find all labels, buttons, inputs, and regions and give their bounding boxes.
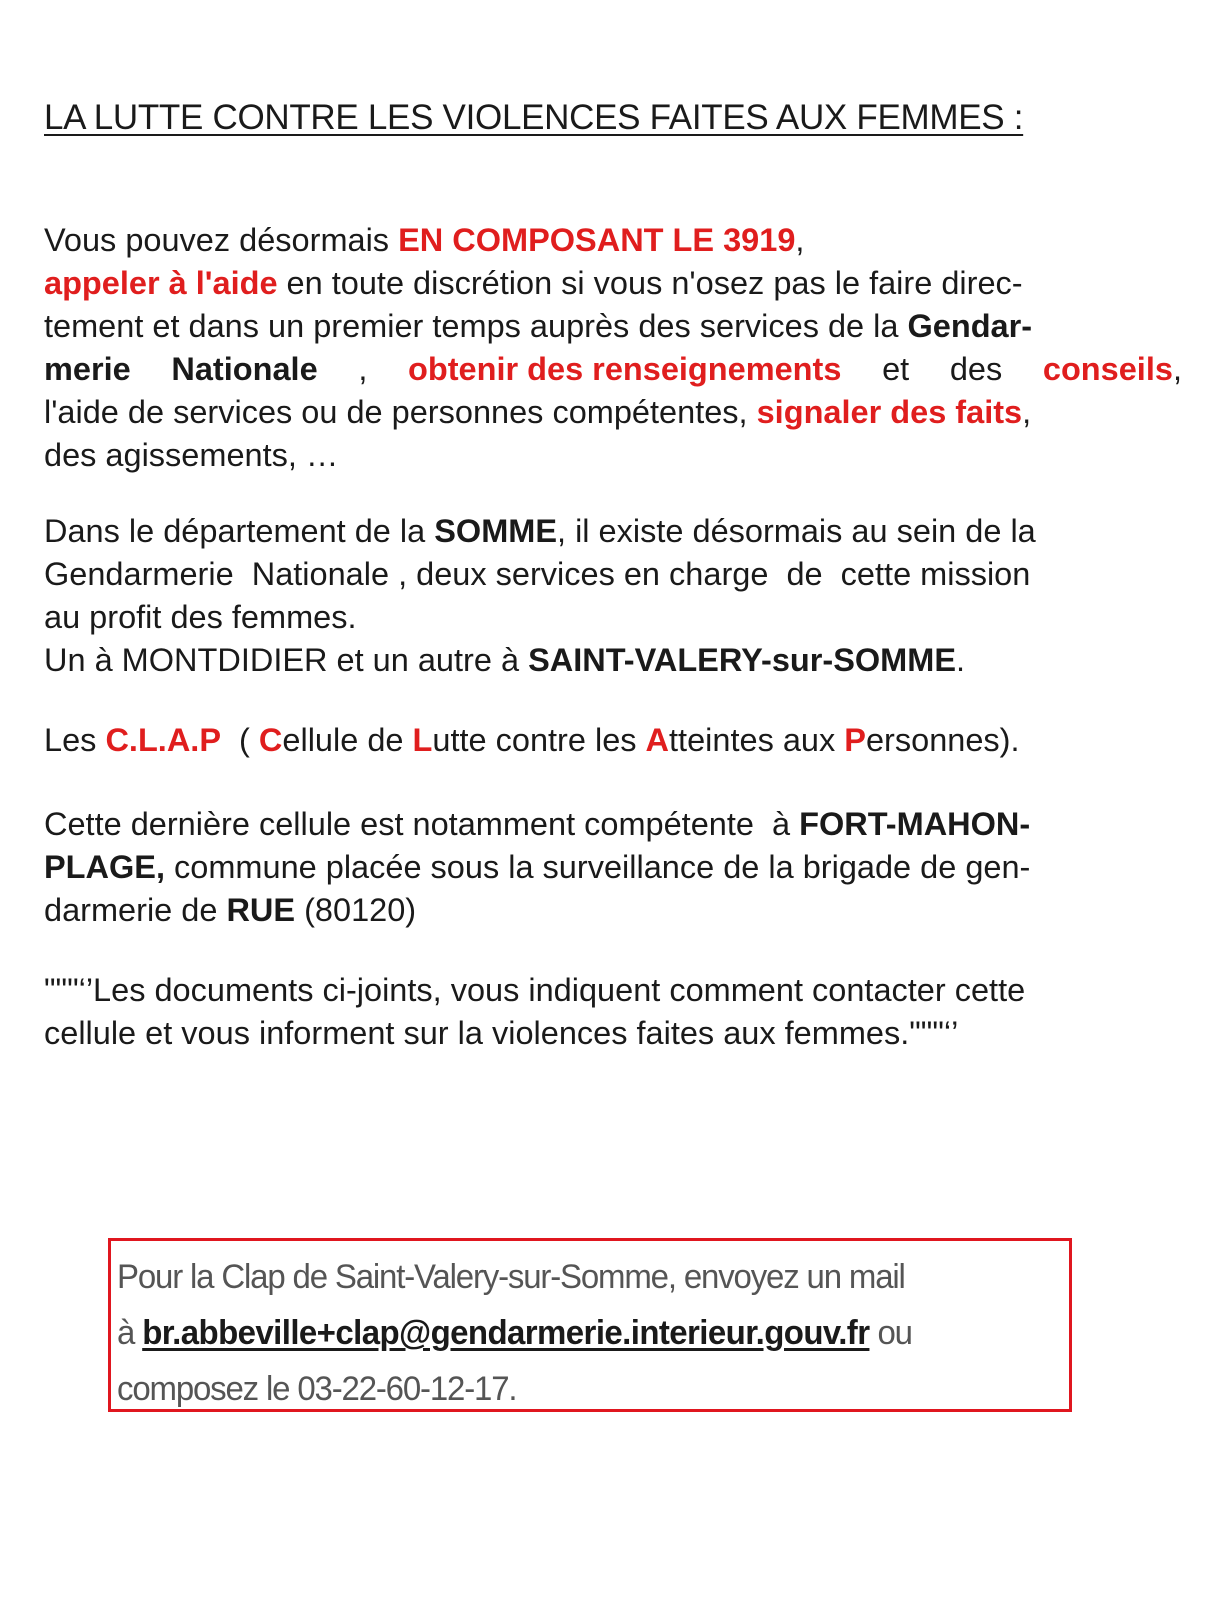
text: utte contre les [432, 722, 646, 758]
highlight-clap: C.L.A.P [105, 722, 221, 758]
text: , [795, 222, 805, 258]
text: (80120) [295, 892, 417, 928]
para1-line4 [44, 348, 1182, 391]
para4-line1 [44, 803, 1184, 846]
paragraph-documents [44, 969, 1184, 1055]
initial-c: C [258, 722, 283, 758]
bold-gendarmerie: Gendar- [907, 308, 1033, 344]
para1-line5 [44, 391, 1184, 434]
text: ( [221, 722, 259, 758]
contact-line2 [117, 1305, 912, 1361]
text: ersonnes). [865, 722, 1020, 758]
para1-line6: des agissements, … [44, 437, 339, 473]
para3-line1 [44, 719, 1184, 762]
para1-line1 [44, 219, 1184, 262]
paragraph-fort-mahon [44, 803, 1184, 932]
contact-text [117, 1249, 912, 1417]
para2-line3: au profit des femmes. [44, 599, 357, 635]
paragraph-somme [44, 510, 1184, 682]
bold-fort-mahon: FORT-MAHON- [799, 806, 1031, 842]
text: l'aide de services ou de personnes compétentes, [44, 394, 757, 430]
word-group [1043, 348, 1182, 391]
page-title: LA LUTTE CONTRE LES VIOLENCES FAITES AUX FEMMES : [44, 98, 1024, 137]
text: , [1022, 394, 1032, 430]
word: Nationale [171, 351, 318, 387]
contact-phone-line: composez le 03-22-60-12-17. [117, 1370, 517, 1408]
text: Dans le département de la [44, 513, 435, 549]
initial-p: P [844, 722, 866, 758]
text: en toute discrétion si vous n'osez pas le faire direc- [277, 265, 1023, 301]
text: , il existe désormais au sein de la [557, 513, 1036, 549]
para2-line1 [44, 510, 1184, 553]
contact-line1: Pour la Clap de Saint-Valery-sur-Somme, envoyez un mail [117, 1258, 905, 1296]
email-link[interactable]: br.abbeville+clap@gendarmerie.interieur.gouv.fr [142, 1314, 870, 1352]
initial-a: A [645, 722, 670, 758]
word: et [882, 351, 910, 387]
para2-line4 [44, 639, 1184, 682]
bold-somme: SOMME [434, 513, 558, 549]
text: Cette dernière cellule est notamment compétente à [44, 806, 800, 842]
word: , [358, 351, 368, 387]
text: darmerie de [44, 892, 227, 928]
text: Un à MONTDIDIER et un autre à [44, 642, 529, 678]
text: ellule de [282, 722, 413, 758]
para2-line2: Gendarmerie Nationale , deux services en charge de cette mission [44, 556, 1031, 592]
text: Vous pouvez désormais [44, 222, 399, 258]
text: tement et dans un premier temps auprès des services de la [44, 308, 908, 344]
highlight-conseils: conseils [1042, 351, 1173, 387]
contact-box [108, 1238, 1072, 1412]
paragraph-clap [44, 719, 1184, 762]
para5-line2: cellule et vous informent sur la violences faites aux femmes."""‘’ [44, 1015, 959, 1051]
text: commune placée sous la surveillance de la brigade de gen- [165, 849, 1031, 885]
text: . [956, 642, 966, 678]
para1-line3 [44, 305, 1184, 348]
paragraph-3919 [44, 219, 1184, 477]
para4-line3 [44, 889, 1184, 932]
word: des [949, 351, 1003, 387]
text: à [117, 1314, 143, 1352]
word: merie [44, 351, 131, 387]
para1-line2 [44, 262, 1184, 305]
highlight-renseignements: obtenir des renseignements [407, 351, 842, 387]
initial-l: L [412, 722, 433, 758]
highlight-3919: EN COMPOSANT LE 3919 [398, 222, 796, 258]
highlight-signaler: signaler des faits [756, 394, 1023, 430]
para4-line2 [44, 846, 1184, 889]
bold-plage: PLAGE, [44, 849, 165, 885]
text: ou [869, 1314, 912, 1352]
bold-saint-valery: SAINT-VALERY-sur-SOMME [528, 642, 957, 678]
para5-line1: """‘’Les documents ci-joints, vous indiquent comment contacter cette [44, 972, 1026, 1008]
word: , [1172, 351, 1182, 387]
bold-rue: RUE [226, 892, 296, 928]
text: tteintes aux [669, 722, 845, 758]
highlight-appeler: appeler à l'aide [44, 265, 278, 301]
text: Les [44, 722, 106, 758]
